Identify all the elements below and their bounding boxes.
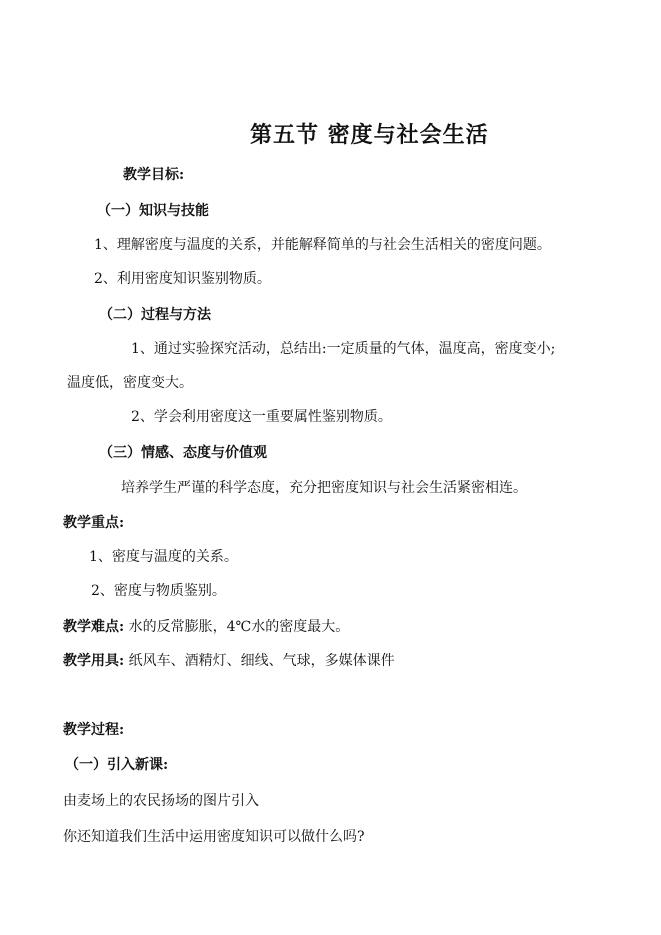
difficulties-text: 水的反常膨胀，4℃水的密度最大。 — [128, 619, 350, 635]
key-point-item: 2、密度与物质鉴别。 — [91, 583, 226, 599]
objective-item: 1、理解密度与温度的关系，并能解释简单的与社会生活相关的密度问题。 — [94, 237, 551, 253]
objective-item: 2、学会利用密度这一重要属性鉴别物质。 — [131, 409, 392, 425]
process-label: 教学过程: — [63, 722, 125, 738]
tools-row — [63, 652, 395, 670]
key-point-item: 1、密度与温度的关系。 — [89, 549, 238, 565]
process-line: 你还知道我们生活中运用密度知识可以做什么吗? — [63, 829, 365, 845]
difficulties-label: 教学难点: — [63, 619, 125, 635]
process-line: 由麦场上的农民扬场的图片引入 — [63, 793, 259, 809]
objective-item-line: 温度低，密度变大。 — [67, 375, 193, 391]
tools-text: 纸风车、酒精灯、细线、气球，多媒体课件 — [128, 653, 395, 669]
knowledge-skills-heading: （一）知识与技能 — [97, 203, 209, 219]
objective-text: 培养学生严谨的科学态度，充分把密度知识与社会生活紧密相连。 — [121, 480, 527, 496]
key-points-label: 教学重点: — [63, 515, 125, 531]
emotion-attitude-heading: （三）情感、态度与价值观 — [99, 445, 267, 461]
page-title: 第五节 密度与社会生活 — [250, 122, 489, 148]
difficulties-row — [63, 618, 349, 636]
objectives-heading: 教学目标: — [123, 167, 185, 183]
process-method-heading: （二）过程与方法 — [99, 307, 211, 323]
tools-label: 教学用具: — [63, 653, 125, 669]
objective-item-line: 1、通过实验探究活动，总结出:一定质量的气体，温度高，密度变小; — [131, 341, 556, 357]
introduction-heading: （一）引入新课: — [65, 757, 169, 773]
objective-item: 2、利用密度知识鉴别物质。 — [94, 271, 271, 287]
